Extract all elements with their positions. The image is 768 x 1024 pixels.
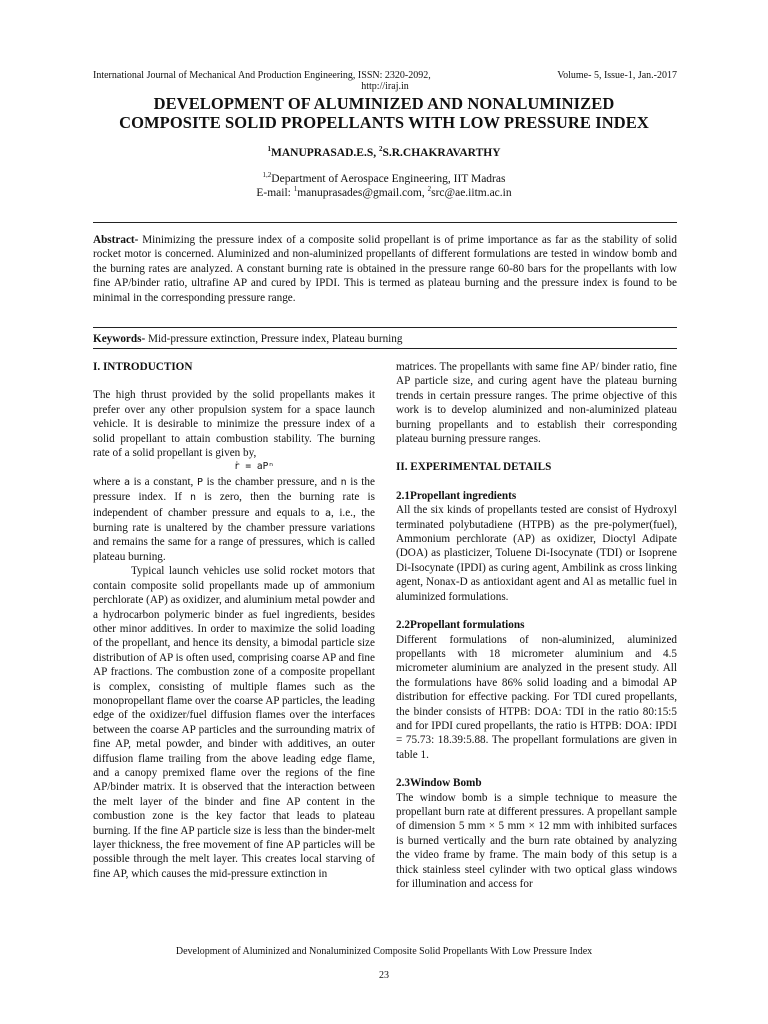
author-1: MANUPRASAD.E.S,	[270, 147, 379, 159]
affiliation	[0, 172, 768, 200]
author-2-sup: 2	[378, 145, 383, 154]
section-2-2-heading: 2.2Propellant formulations	[396, 619, 525, 632]
author-1-sup: 1	[267, 145, 271, 154]
keywords	[93, 333, 677, 345]
affil-sup: 1,2	[262, 171, 272, 180]
paper-title	[80, 94, 688, 132]
journal-url[interactable]: http://iraj.in	[361, 81, 409, 92]
email-label: E-mail:	[256, 187, 294, 199]
running-footer: Development of Aluminized and Nonaluminized Composite Solid Propellants With Low Pressure Index	[175, 946, 593, 957]
keywords-top-rule	[93, 327, 677, 328]
title-line-1: DEVELOPMENT OF ALUMINIZED AND NONALUMINIZED	[153, 94, 615, 113]
author-2: S.R.CHAKRAVARTHY	[382, 147, 501, 159]
intro-paragraph-2: where a is a constant, P is the chamber pressure, and n is the pressure index. If n is zero, then the burning rate is independent of chamber pressure and equals to a, i.e., the burning rate is unaltered by the chamber pressure variations and remains the same for a range of pressures, which is called plateau burning.	[93, 475, 375, 563]
section-2-2-text: Different formulations of non-aluminized, aluminized propellants with 18 micrometer aluminium and 4.5 micrometer aluminium are analyzed in the present study. All the formulations have 86% solid loading and a bimodal AP distribution for effective packing. For TDI cured propellants, the binder consists of HTPB: DOA: TDI in the ratio 80:15:5 and for IPDI cured propellants, the ratio is HTPB: DOA: IPDI = 75.73: 18.39:5.88. The propellant formulations are given in table 1.	[396, 633, 677, 761]
journal-name: International Journal of Mechanical And Production Engineering, ISSN: 2320-2092,	[93, 70, 431, 81]
department: Department of Aerospace Engineering, IIT Madras	[271, 173, 506, 185]
intro-continuation: matrices. The propellants with same fine AP/ binder ratio, fine AP particle size, and curing agent have the plateau burning trends in certain pressure ranges. The prime objective of this work is to develop aluminized and non-aluminized plateau burning propellants and to establish their corresponding plateau burning pressure ranges.	[396, 361, 677, 446]
intro-paragraph-1: The high thrust provided by the solid propellants makes it prefer over any other propulsion system for a space launch vehicle. It is desirable to minimize the pressure index of a solid propellant to attain combustion stability. The burning rate of a solid propellant is given by,	[93, 389, 375, 460]
top-rule	[93, 222, 677, 223]
journal-volume: Volume- 5, Issue-1, Jan.-2017	[557, 70, 677, 81]
email-2[interactable]: src@ae.iitm.ac.in	[431, 187, 512, 199]
abstract-label: Abstract-	[93, 234, 139, 246]
abstract-text: Minimizing the pressure index of a composite solid propellant is of prime importance as far as the stability of solid rocket motor is concerned. Aluminized and non-aluminized propellants of different formulations are tested in window bomb and the burning rates are analyzed. A constant burning rate is obtained in the pressure range 60-80 bars for the propellants with low fine AP/binder ratio, ultrafine AP and cured by IPDI. This is termed as plateau burning and the pressure index is found to be minimal in the corresponding pressure range.	[93, 234, 677, 304]
section-2-1-heading: 2.1Propellant ingredients	[396, 489, 517, 502]
burning-rate-equation: ṙ = aPⁿ	[233, 461, 275, 473]
intro-heading: I. INTRODUCTION	[93, 361, 193, 373]
email-1-sup: 1	[293, 185, 298, 194]
page-number: 23	[379, 970, 389, 981]
keywords-label: Keywords-	[93, 333, 146, 345]
left-column	[93, 360, 375, 881]
section-2-3-text: The window bomb is a simple technique to measure the propellant burn rate at different pressures. A propellant sample of dimension 5 mm × 5 mm × 12 mm with inhibited surfaces is burned vertically and the burn rate obtained by analyzing the video frame by frame. The main body of this setup is a thick stainless steel cylinder with two optical glass windows for illumination and access for	[396, 791, 677, 890]
right-column	[396, 360, 677, 891]
intro-paragraph-3: Typical launch vehicles use solid rocket motors that contain composite solid propellants made up of ammonium perchlorate (AP) as oxidizer, and aluminium metal powder and a hydrocarbon polymeric binder as fuel ingredients, besides other minor additives. In order to maximize the solid loading of the propellant, and hence its density, a bimodal particle size distribution of AP is often used, comprising coarse AP and fine AP fractions. The combustion zone of a composite propellant is complex, consisting of multiple flames such as the monopropellant flame over the coarse AP particles, the leading edge of the oxidizer/fuel diffusion flames over the interfaces between the coarse AP particles and the surrounding matrix of fine AP, metal powder, and binder with additives, an outer diffusion flame trailing from the above leading edge flame, and a canopy premixed flame over the regions of the fine AP/binder matrix. It is observed that the interaction between the melt layer of the binder and fine AP content in the combustion zone is the key factor that leads to plateau burning. If the fine AP particle size is less than the binder-melt layer thickness, the free movement of fine AP particles will be possible through the melt layer. This creates local starving of fine AP, which causes the mid-pressure extinction in	[93, 565, 375, 880]
author-list	[0, 147, 768, 159]
title-line-2: COMPOSITE SOLID PROPELLANTS WITH LOW PRESSURE INDEX	[119, 113, 649, 132]
email-2-sup: 2	[427, 185, 432, 194]
keywords-text: Mid-pressure extinction, Pressure index, Plateau burning	[145, 333, 403, 345]
section-2-3-heading: 2.3Window Bomb	[396, 777, 482, 790]
email-1[interactable]: manuprasades@gmail.com,	[297, 187, 428, 199]
section-2-1-text: All the six kinds of propellants tested are consist of Hydroxyl terminated polybutadiene (HTPB) as the pre-polymer(fuel), Ammonium perchlorate (AP) as oxidizer, Dioctyl Adipate (DOA) as plasticizer, Toluene Di-Isocynate (TDI) or Isoprene Di-Isocynate (IPDI) as curing agent, Ambilink as cross linking agent, Nonax-D as antioxidant agent and Al as metallic fuel in aluminized formulations.	[396, 504, 677, 603]
keywords-bottom-rule	[93, 348, 677, 349]
abstract	[93, 233, 677, 305]
experimental-heading: II. EXPERIMENTAL DETAILS	[396, 461, 552, 474]
